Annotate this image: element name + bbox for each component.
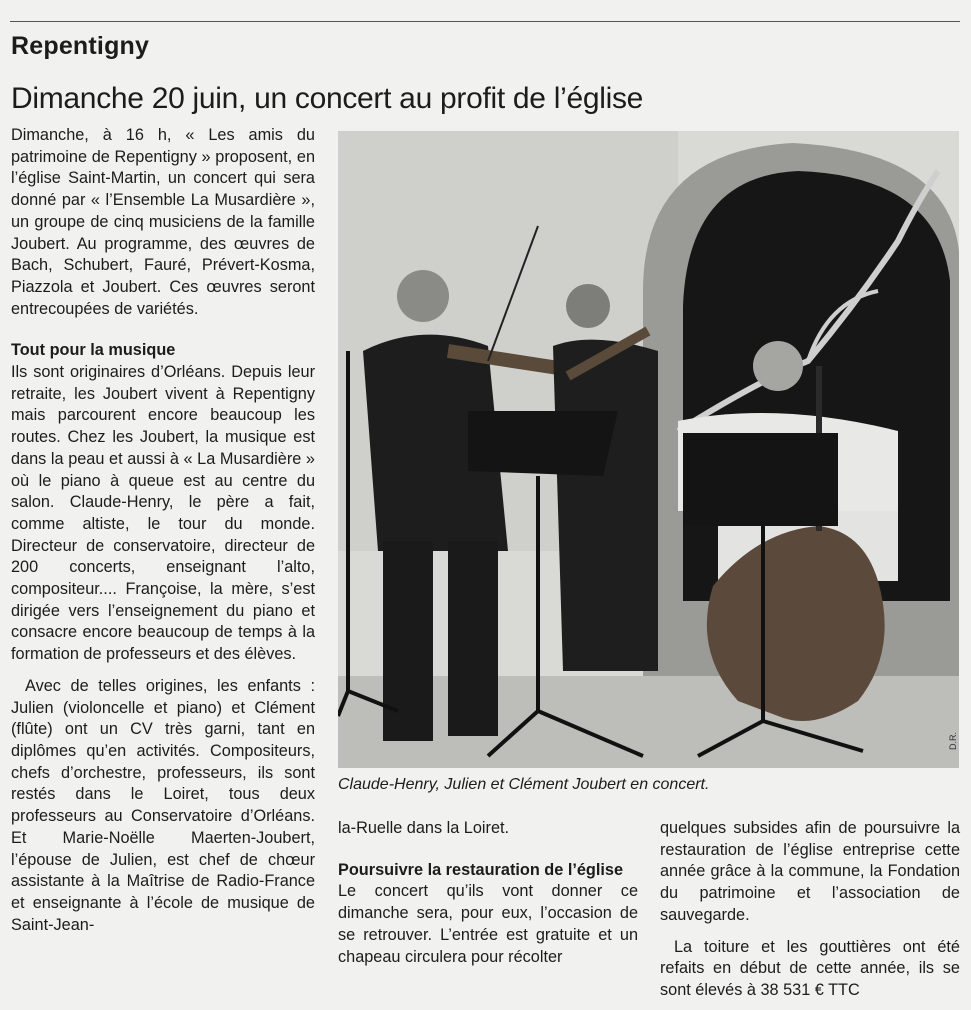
paragraph-roofing: La toiture et les gouttières ont été refaits en début de cette année, ils se sont élevés à 38 531 € TTC [660,937,960,999]
section-label: Repentigny [11,32,150,60]
article-headline: Dimanche 20 juin, un concert au profit de l’église [11,82,644,115]
paragraph-concert: Le concert qu’ils vont donner ce dimanche sera, pour eux, l’occasion de se retrouver. L’entrée est gratuite et un chapeau circulera pour récolter [338,882,638,966]
paragraph-subsidies: quelques subsides afin de poursuivre la restauration de l’église entreprise cette année grâce à la commune, la Fondation du patrimoine et l’association de sauvegarde. [660,819,960,924]
paragraph-continuation: la-Ruelle dans la Loiret. [338,819,510,837]
top-rule [10,21,960,22]
column-1 [11,125,315,936]
paragraph-origins: Ils sont originaires d’Orléans. Depuis leur retraite, les Joubert vivent à Repentigny mais parcourent encore beaucoup les routes. Chez les Joubert, la musique est dans la peau et aussi à « La Musardière » où le piano à queue est au centre du salon. Claude-Henry, le père a fait, comme altiste, le tour du monde. Directeur de conservatoire, directeur de 200 concerts, enseignant l’alto, compositeur.... Françoise, la mère, s’est dirigée vers l’enseignement du piano et consacre encore beaucoup de temps à la formation de professeurs et des élèves. [11,363,315,664]
column-2 [338,818,638,968]
paragraph-children: Avec de telles origines, les enfants : Julien (violoncelle et piano) et Clément (flûte) ont un CV très garni, tant en diplômes qu’en activités. Compositeurs, chefs d’orchestre, professeurs, ils sont restés dans le Loiret, tous deux professeurs au Conservatoire d’Orléans. Et Marie-Noëlle Maerten-Joubert, l’épouse de Julien, est chef de chœur assistante à la Maîtrise de Radio-France et enseignante à l’école de musique de Saint-Jean- [11,676,315,934]
subhead-restoration: Poursuivre la restauration de l’église [338,860,624,879]
column-3 [660,818,960,1002]
photo-caption: Claude-Henry, Julien et Clément Joubert en concert. [338,776,710,793]
intro-paragraph: Dimanche, à 16 h, « Les amis du patrimoine de Repentigny » proposent, en l’église Saint-Martin, un concert qui sera donné par « l’Ensemble La Musardière », un groupe de cinq musiciens de la famille Joubert. Au programme, des œuvres de Bach, Schubert, Fauré, Prévert-Kosma, Piazzola et Joubert. Ces œuvres seront entrecoupées de variétés. [11,126,315,318]
photo-credit: D.R. [948,732,958,750]
subhead-music: Tout pour la musique [11,341,176,360]
concert-photo [338,131,959,768]
